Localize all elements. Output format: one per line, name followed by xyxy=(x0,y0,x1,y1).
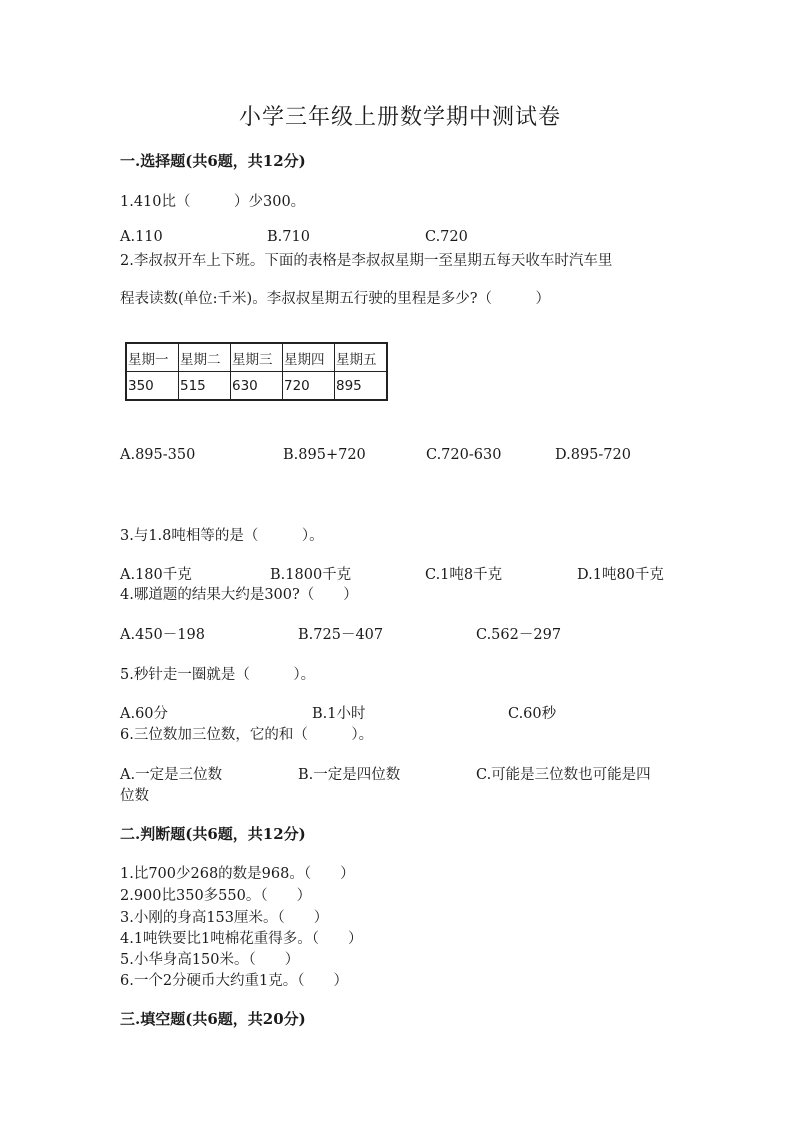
table-cell: 515 xyxy=(179,372,231,401)
question-1-option-c: C.720 xyxy=(425,229,468,245)
table-header-cell: 星期二 xyxy=(179,343,231,372)
question-3-option-a: A.180千克 xyxy=(120,567,192,583)
odometer-table xyxy=(125,342,388,401)
question-4-option-b: B.725－407 xyxy=(298,627,384,643)
question-3-option-d: D.1吨80千克 xyxy=(577,567,664,583)
question-4-stem: 4.哪道题的结果大约是300?（ ） xyxy=(120,587,358,603)
judgment-item-4: 4.1吨铁要比1吨棉花重得多。（ ） xyxy=(120,931,363,947)
section-heading-fill: 三.填空题(共6题，共20分) xyxy=(120,1010,306,1028)
judgment-item-1: 1.比700少268的数是968。（ ） xyxy=(120,866,355,882)
table-cell: 350 xyxy=(126,372,179,401)
question-1-option-a: A.110 xyxy=(120,229,163,245)
question-5-option-c: C.60秒 xyxy=(508,706,557,722)
question-6-option-c: C.可能是三位数也可能是四 xyxy=(476,767,651,783)
judgment-item-2: 2.900比350多550。（ ） xyxy=(120,888,312,904)
table-header-cell: 星期一 xyxy=(126,343,179,372)
judgment-item-6: 6.一个2分硬币大约重1克。（ ） xyxy=(120,973,349,989)
question-3-option-b: B.1800千克 xyxy=(270,567,352,583)
question-3-stem: 3.与1.8吨相等的是（ ）。 xyxy=(120,528,324,544)
question-2-stem-line2: 程表读数(单位:千米)。李叔叔星期五行驶的里程是多少?（ ） xyxy=(120,291,550,307)
table-header-row xyxy=(126,343,387,372)
question-5-option-a: A.60分 xyxy=(120,706,169,722)
question-1-stem: 1.410比（ ）少300。 xyxy=(120,194,306,210)
table-cell: 630 xyxy=(231,372,283,401)
question-6-option-b: B.一定是四位数 xyxy=(298,767,401,783)
judgment-item-3: 3.小刚的身高153厘米。（ ） xyxy=(120,910,329,926)
question-2-option-b: B.895+720 xyxy=(283,447,366,463)
question-2-stem-line1: 2.李叔叔开车上下班。下面的表格是李叔叔星期一至星期五每天收车时汽车里 xyxy=(120,253,613,269)
table-row xyxy=(126,372,387,401)
section-heading-judgment: 二.判断题(共6题，共12分) xyxy=(120,825,306,843)
question-5-stem: 5.秒针走一圈就是（ ）。 xyxy=(120,667,316,683)
question-4-option-a: A.450－198 xyxy=(120,627,205,643)
table-header-cell: 星期五 xyxy=(335,343,388,372)
question-6-option-a: A.一定是三位数 xyxy=(120,767,223,783)
question-6-stem: 6.三位数加三位数，它的和（ ）。 xyxy=(120,727,374,743)
question-2-option-c: C.720-630 xyxy=(426,447,502,463)
question-3-option-c: C.1吨8千克 xyxy=(425,567,503,583)
question-2-option-a: A.895-350 xyxy=(120,447,196,463)
table-cell: 895 xyxy=(335,372,388,401)
table-cell: 720 xyxy=(283,372,335,401)
question-1-option-b: B.710 xyxy=(267,229,310,245)
question-4-option-c: C.562－297 xyxy=(476,627,562,643)
judgment-item-5: 5.小华身高150米。（ ） xyxy=(120,952,300,968)
table-header-cell: 星期三 xyxy=(231,343,283,372)
question-2-option-d: D.895-720 xyxy=(555,447,631,463)
table-header-cell: 星期四 xyxy=(283,343,335,372)
question-5-option-b: B.1小时 xyxy=(312,706,366,722)
question-6-option-c-wrap: 位数 xyxy=(120,788,149,804)
page-title: 小学三年级上册数学期中测试卷 xyxy=(238,105,561,130)
section-heading-choice: 一.选择题(共6题，共12分) xyxy=(120,152,306,170)
